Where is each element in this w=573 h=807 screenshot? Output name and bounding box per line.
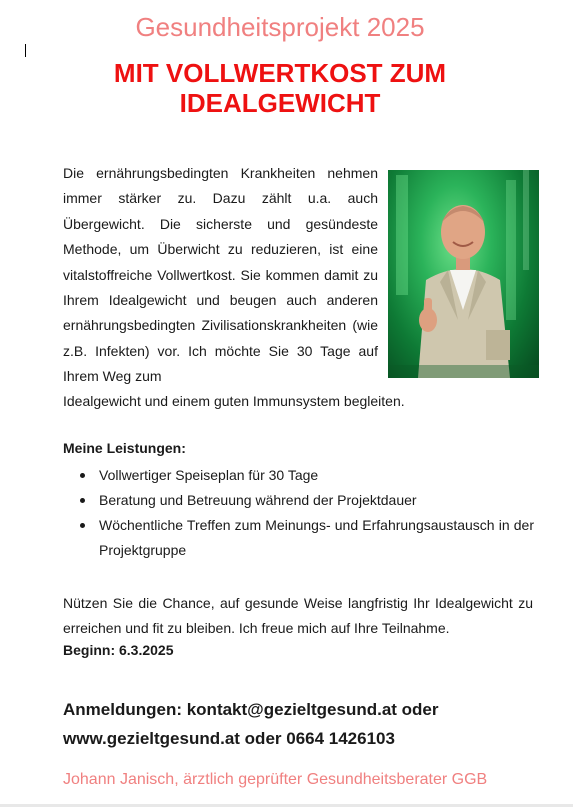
portrait-illustration: [388, 170, 539, 378]
bullet-icon: [80, 523, 85, 528]
intro-paragraph-continuation: Idealgewicht und einem guten Immunsystem begleiten.: [63, 393, 405, 409]
page-title: [0, 58, 560, 118]
bullet-icon: [80, 498, 85, 503]
start-date: Beginn: 6.3.2025: [63, 642, 174, 658]
text-cursor: [25, 44, 26, 57]
bullet-icon: [80, 473, 85, 478]
registration-block: [63, 695, 533, 753]
services-heading: Meine Leistungen:: [63, 440, 186, 456]
list-item: [80, 463, 540, 488]
list-item-text: Beratung und Betreuung während der Projektdauer: [99, 492, 417, 508]
intro-paragraph: Die ernährungsbedingten Krankheiten nehmen immer stärker zu. Dazu zählt u.a. auch Übergewicht. Die sicherste und gesündeste Methode, um Überwicht zu reduzieren, ist eine vitalstoffreiche Vollwertkost. Sie kommen damit zu Ihrem Idealgewicht und beugen auch anderen ernährungsbedingten Zivilisationskrankheiten (wie z.B. Infekten) vor. Ich möchte Sie 30 Tage auf Ihrem Weg zum: [63, 165, 378, 385]
registration-line-2: www.gezieltgesund.at oder 0664 1426103: [63, 729, 395, 748]
signature: Johann Janisch, ärztlich geprüfter Gesundheitsberater GGB: [63, 771, 488, 788]
list-item: [80, 488, 540, 513]
portrait-photo: [388, 170, 539, 378]
registration-line-1: Anmeldungen: kontakt@gezieltgesund.at oder: [63, 700, 439, 719]
project-kicker: Gesundheitsprojekt 2025: [135, 12, 425, 42]
title-line-2: IDEALGEWICHT: [179, 88, 381, 118]
list-item: [80, 513, 534, 563]
list-item-text: Vollwertiger Speiseplan für 30 Tage: [99, 467, 319, 483]
title-line-1: MIT VOLLWERTKOST ZUM: [113, 58, 447, 88]
services-list: [80, 463, 540, 563]
list-item-text: Wöchentliche Treffen zum Meinungs- und Erfahrungsaustausch in der Projektgruppe: [99, 517, 534, 558]
closing-paragraph: Nützen Sie die Chance, auf gesunde Weise langfristig Ihr Idealgewicht zu erreichen und fit zu bleiben. Ich freue mich auf Ihre Teilnahme.: [63, 595, 533, 636]
